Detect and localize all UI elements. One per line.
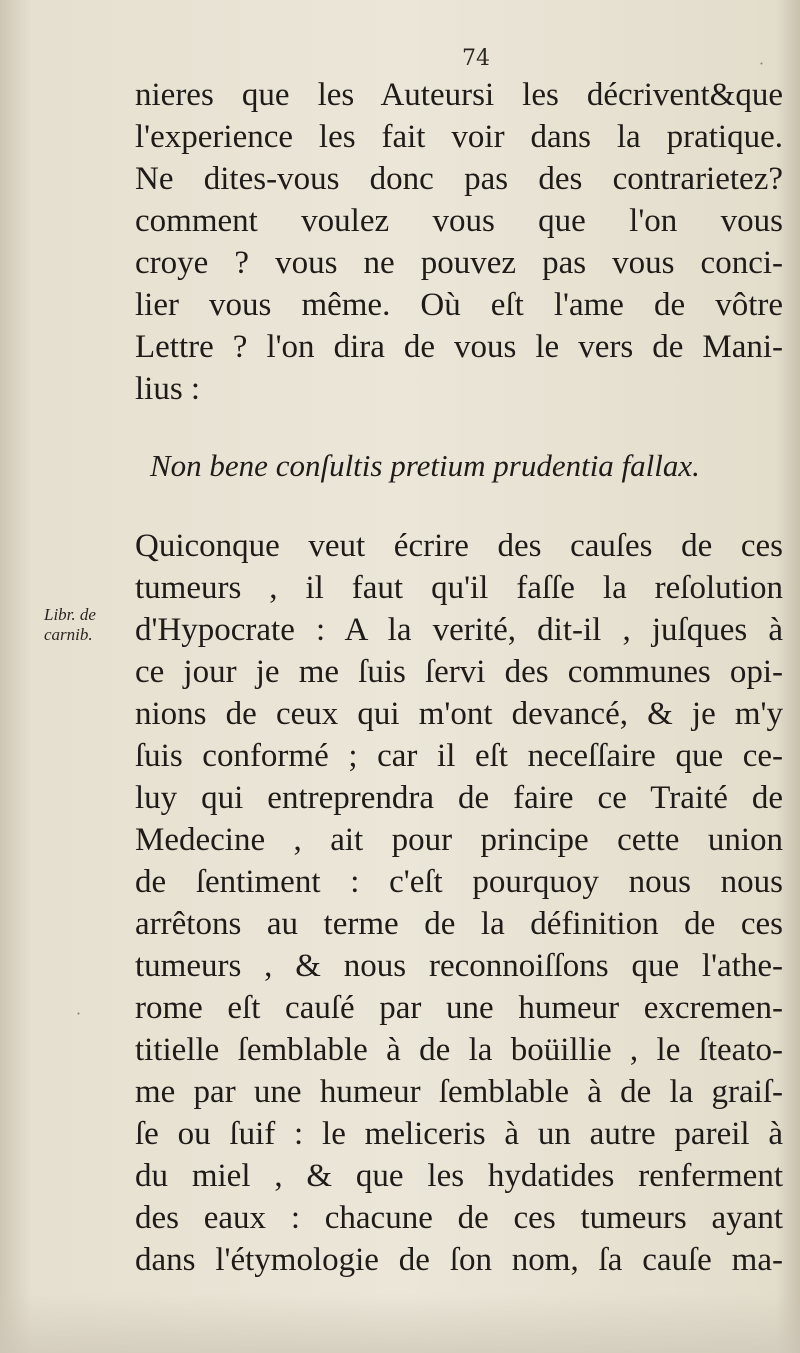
text-line: du miel , & que les hydatides renferment xyxy=(135,1158,783,1194)
ink-speck: ˙ xyxy=(757,60,766,81)
page-number: 74 xyxy=(462,46,490,71)
text-line: tumeurs , il faut qu'il faſſe la reſolution xyxy=(135,570,783,606)
text-line: dans l'étymologie de ſon nom, ſa cauſe ma- xyxy=(135,1242,783,1278)
text-line: tumeurs , & nous reconnoiſſons que l'athe- xyxy=(135,948,783,984)
text-line: ſuis conformé ; car il eſt neceſſaire que ce- xyxy=(135,738,783,774)
text-line: comment voulez vous que l'on vous xyxy=(135,203,783,239)
text-line: nieres que les Auteursi les décrivent&que xyxy=(135,77,783,113)
text-line: me par une humeur ſemblable à de la graiſ- xyxy=(135,1074,783,1110)
latin-verse: Non bene conſultis pretium prudentia fallax. xyxy=(150,448,700,483)
text-line: luy qui entreprendra de faire ce Traité de xyxy=(135,780,783,816)
text-line: Lettre ? l'on dira de vous le vers de Mani- xyxy=(135,329,783,365)
text-line: rome eſt cauſé par une humeur excremen- xyxy=(135,990,783,1026)
text-line: des eaux : chacune de ces tumeurs ayant xyxy=(135,1200,783,1236)
text-line: titielle ſemblable à de la boüillie , le ſteato- xyxy=(135,1032,783,1068)
text-line: nions de ceux qui m'ont devancé, & je m'y xyxy=(135,696,783,732)
text-line: Ne dites-vous donc pas des contrarietez? xyxy=(135,161,783,197)
text-line: Quiconque veut écrire des cauſes de ces xyxy=(135,528,783,564)
text-line: Medecine , ait pour principe cette union xyxy=(135,822,783,858)
text-line: lier vous même. Où eſt l'ame de vôtre xyxy=(135,287,783,323)
text-line: ce jour je me ſuis ſervi des communes opi- xyxy=(135,654,783,690)
text-line: croye ? vous ne pouvez pas vous conci- xyxy=(135,245,783,281)
text-line: l'experience les fait voir dans la pratique. xyxy=(135,119,783,155)
text-line: arrêtons au terme de la définition de ces xyxy=(135,906,783,942)
text-line: ſe ou ſuif : le meliceris à un autre pareil à xyxy=(135,1116,783,1152)
text-line: lius : xyxy=(135,371,201,407)
margin-note xyxy=(44,605,124,645)
text-line: d'Hypocrate : A la verité, dit-il , juſques à xyxy=(135,612,783,648)
ink-speck: ˙ xyxy=(74,1010,83,1031)
margin-note-line: Libr. de xyxy=(44,605,96,624)
margin-note-line: carnib. xyxy=(44,625,93,644)
text-line: de ſentiment : c'eſt pourquoy nous nous xyxy=(135,864,783,900)
